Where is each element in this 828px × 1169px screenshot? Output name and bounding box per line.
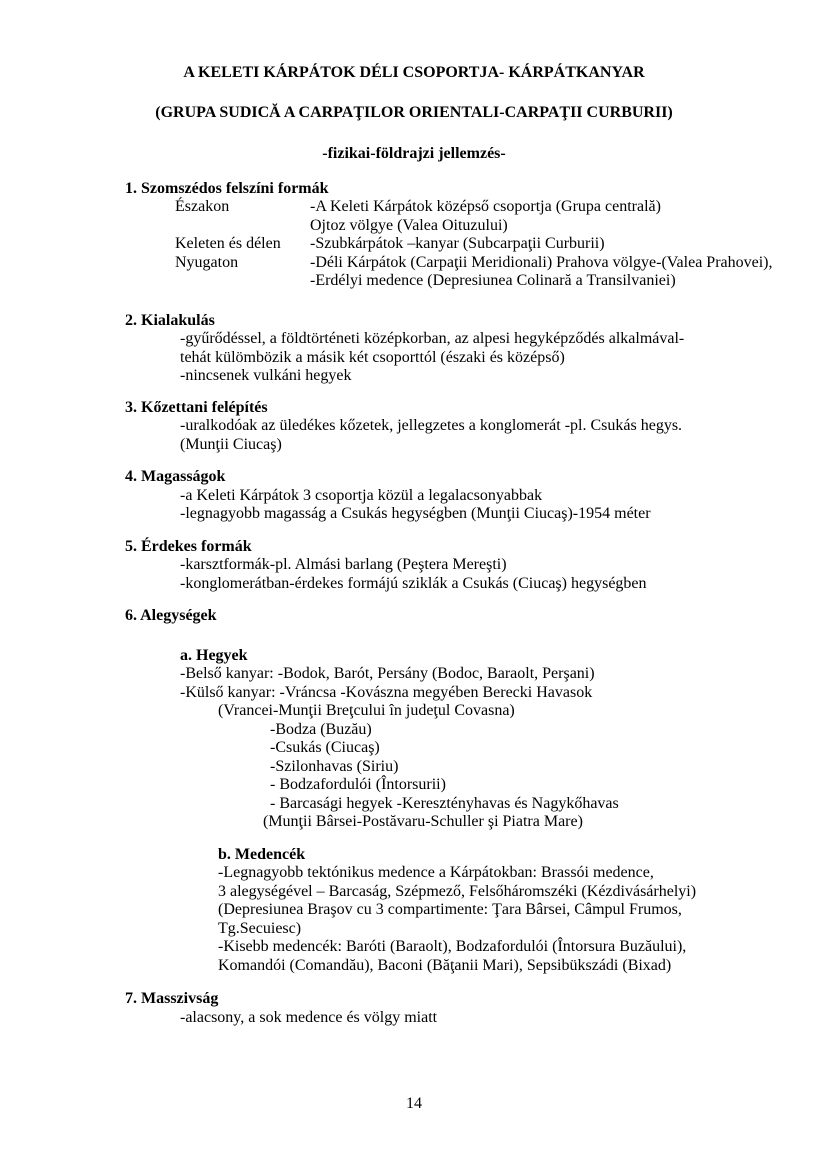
section-formation — [125, 312, 824, 386]
mountain-list-item: - Bodzafordulói (Întorsurii) — [270, 776, 446, 793]
section-3-line: -uralkodóak az üledékes kőzetek, jellegzetes a konglomerát -pl. Csukás hegys. — [180, 417, 683, 434]
subsection-a-heading: a. Hegyek — [180, 646, 248, 664]
section-1-heading: 1. Szomszédos felszíni formák — [125, 179, 329, 197]
section-heights — [125, 468, 824, 524]
section-massiveness — [125, 990, 824, 1027]
basin-list-item: Komandói (Comandău), Baconi (Băţanii Mari), Sepsibükszádi (Bixad) — [218, 956, 672, 974]
section-3-line: (Munţii Ciucaş) — [180, 435, 282, 453]
section-7-heading: 7. Masszivság — [125, 990, 219, 1007]
section-2-line: -gyűrődéssel, a földtörténeti középkorban, az alpesi hegyképződés alkalmával- — [180, 330, 685, 347]
neighbor-row — [175, 272, 824, 291]
neighbor-description: -A Keleti Kárpátok középső csoportja (Grupa centrală) — [310, 198, 661, 215]
document-body — [125, 180, 824, 1028]
section-lithology — [125, 399, 824, 455]
neighbor-row — [175, 217, 824, 236]
section-2-line: -nincsenek vulkáni hegyek — [180, 367, 352, 384]
basin-list-item: -Legnagyobb tektónikus medence a Kárpátokban: Brassói medence, — [218, 864, 654, 881]
basin-list-item: -Kisebb medencék: Baróti (Baraolt), Bodzafordulói (Întorsura Buzăului), — [218, 938, 687, 955]
neighbor-direction-label: Északon — [175, 198, 230, 215]
section-2-line: tehát külömbözik a másik két csoporttól (északi és középső) — [180, 348, 565, 366]
section-4-heading: 4. Magasságok — [125, 468, 226, 485]
document-subtitle: (GRUPA SUDICĂ A CARPAŢILOR ORIENTALI-CARPAŢII CURBURII) — [155, 103, 673, 121]
subsection-basins — [125, 846, 824, 976]
section-5-line: -karsztformák-pl. Almási barlang (Peştera Mereşti) — [180, 556, 507, 573]
neighbor-direction-label — [175, 217, 310, 236]
section-subunits — [125, 607, 824, 975]
subsection-mountains — [125, 647, 824, 832]
neighbor-description: -Déli Kárpátok (Carpaţii Meridionali) Prahova völgye-(Valea Prahovei), — [310, 253, 773, 271]
section-interesting-forms — [125, 538, 824, 594]
neighbor-description: -Szubkárpátok –kanyar (Subcarpaţii Curburii) — [310, 235, 605, 252]
basin-list-item: Tg.Secuiesc) — [218, 919, 302, 937]
section-3-heading: 3. Kőzettani felépítés — [125, 398, 268, 416]
subsection-b-heading: b. Medencék — [218, 845, 306, 863]
mountain-list-item: (Vrancei-Munţii Breţcului în judeţul Covasna) — [218, 702, 515, 719]
mountain-list-item: -Szilonhavas (Siriu) — [270, 757, 399, 775]
mountain-list-item: (Munţii Bârsei-Postăvaru-Schuller şi Piatra Mare) — [263, 813, 583, 830]
neighbor-description: Ojtoz völgye (Valea Oituzului) — [310, 216, 508, 234]
neighbor-row — [175, 235, 824, 254]
section-5-line: -konglomerátban-érdekes formájú sziklák a Csukás (Ciucaş) hegységben — [180, 574, 647, 592]
section-6-heading: 6. Alegységek — [125, 607, 217, 624]
neighbor-row — [175, 254, 824, 273]
section-5-heading: 5. Érdekes formák — [125, 537, 252, 555]
mountain-list-item: -Belső kanyar: -Bodok, Barót, Persány (Bodoc, Baraolt, Perşani) — [180, 665, 595, 682]
basin-list-item: (Depresiunea Braşov cu 3 compartimente: Ţara Bârsei, Câmpul Frumos, — [218, 901, 682, 918]
neighbor-direction-label — [175, 272, 310, 291]
page-number: 14 — [406, 1095, 422, 1112]
section-7-line: -alacsony, a sok medence és völgy miatt — [180, 1008, 438, 1026]
document-tagline: -fizikai-földrajzi jellemzés- — [322, 145, 506, 162]
neighbor-row — [175, 198, 824, 217]
mountain-list-item: -Csukás (Ciucaş) — [270, 739, 380, 756]
basin-list-item: 3 alegységével – Barcaság, Szépmező, Felsőháromszéki (Kézdivásárhelyi) — [218, 882, 697, 900]
section-2-heading: 2. Kialakulás — [125, 311, 215, 329]
mountain-list-item: - Barcasági hegyek -Keresztényhavas és Nagykőhavas — [270, 794, 619, 812]
section-4-line: -a Keleti Kárpátok 3 csoportja közül a legalacsonyabbak — [180, 486, 543, 504]
section-neighboring-surface-forms — [125, 180, 824, 291]
neighbor-direction-label: Keleten és délen — [175, 235, 281, 252]
neighbor-description: -Erdélyi medence (Depresiunea Colinară a Transilvaniei) — [310, 272, 676, 289]
section-4-line: -legnagyobb magasság a Csukás hegységben (Munţii Ciucaş)-1954 méter — [180, 505, 651, 522]
neighbor-direction-label: Nyugaton — [175, 253, 239, 271]
document-title: A KELETI KÁRPÁTOK DÉLI CSOPORTJA- KÁRPÁTKANYAR — [183, 64, 645, 81]
mountain-list-item: -Külső kanyar: -Vráncsa -Kovászna megyében Berecki Havasok — [180, 683, 593, 701]
mountain-list-item: -Bodza (Buzău) — [270, 720, 372, 738]
